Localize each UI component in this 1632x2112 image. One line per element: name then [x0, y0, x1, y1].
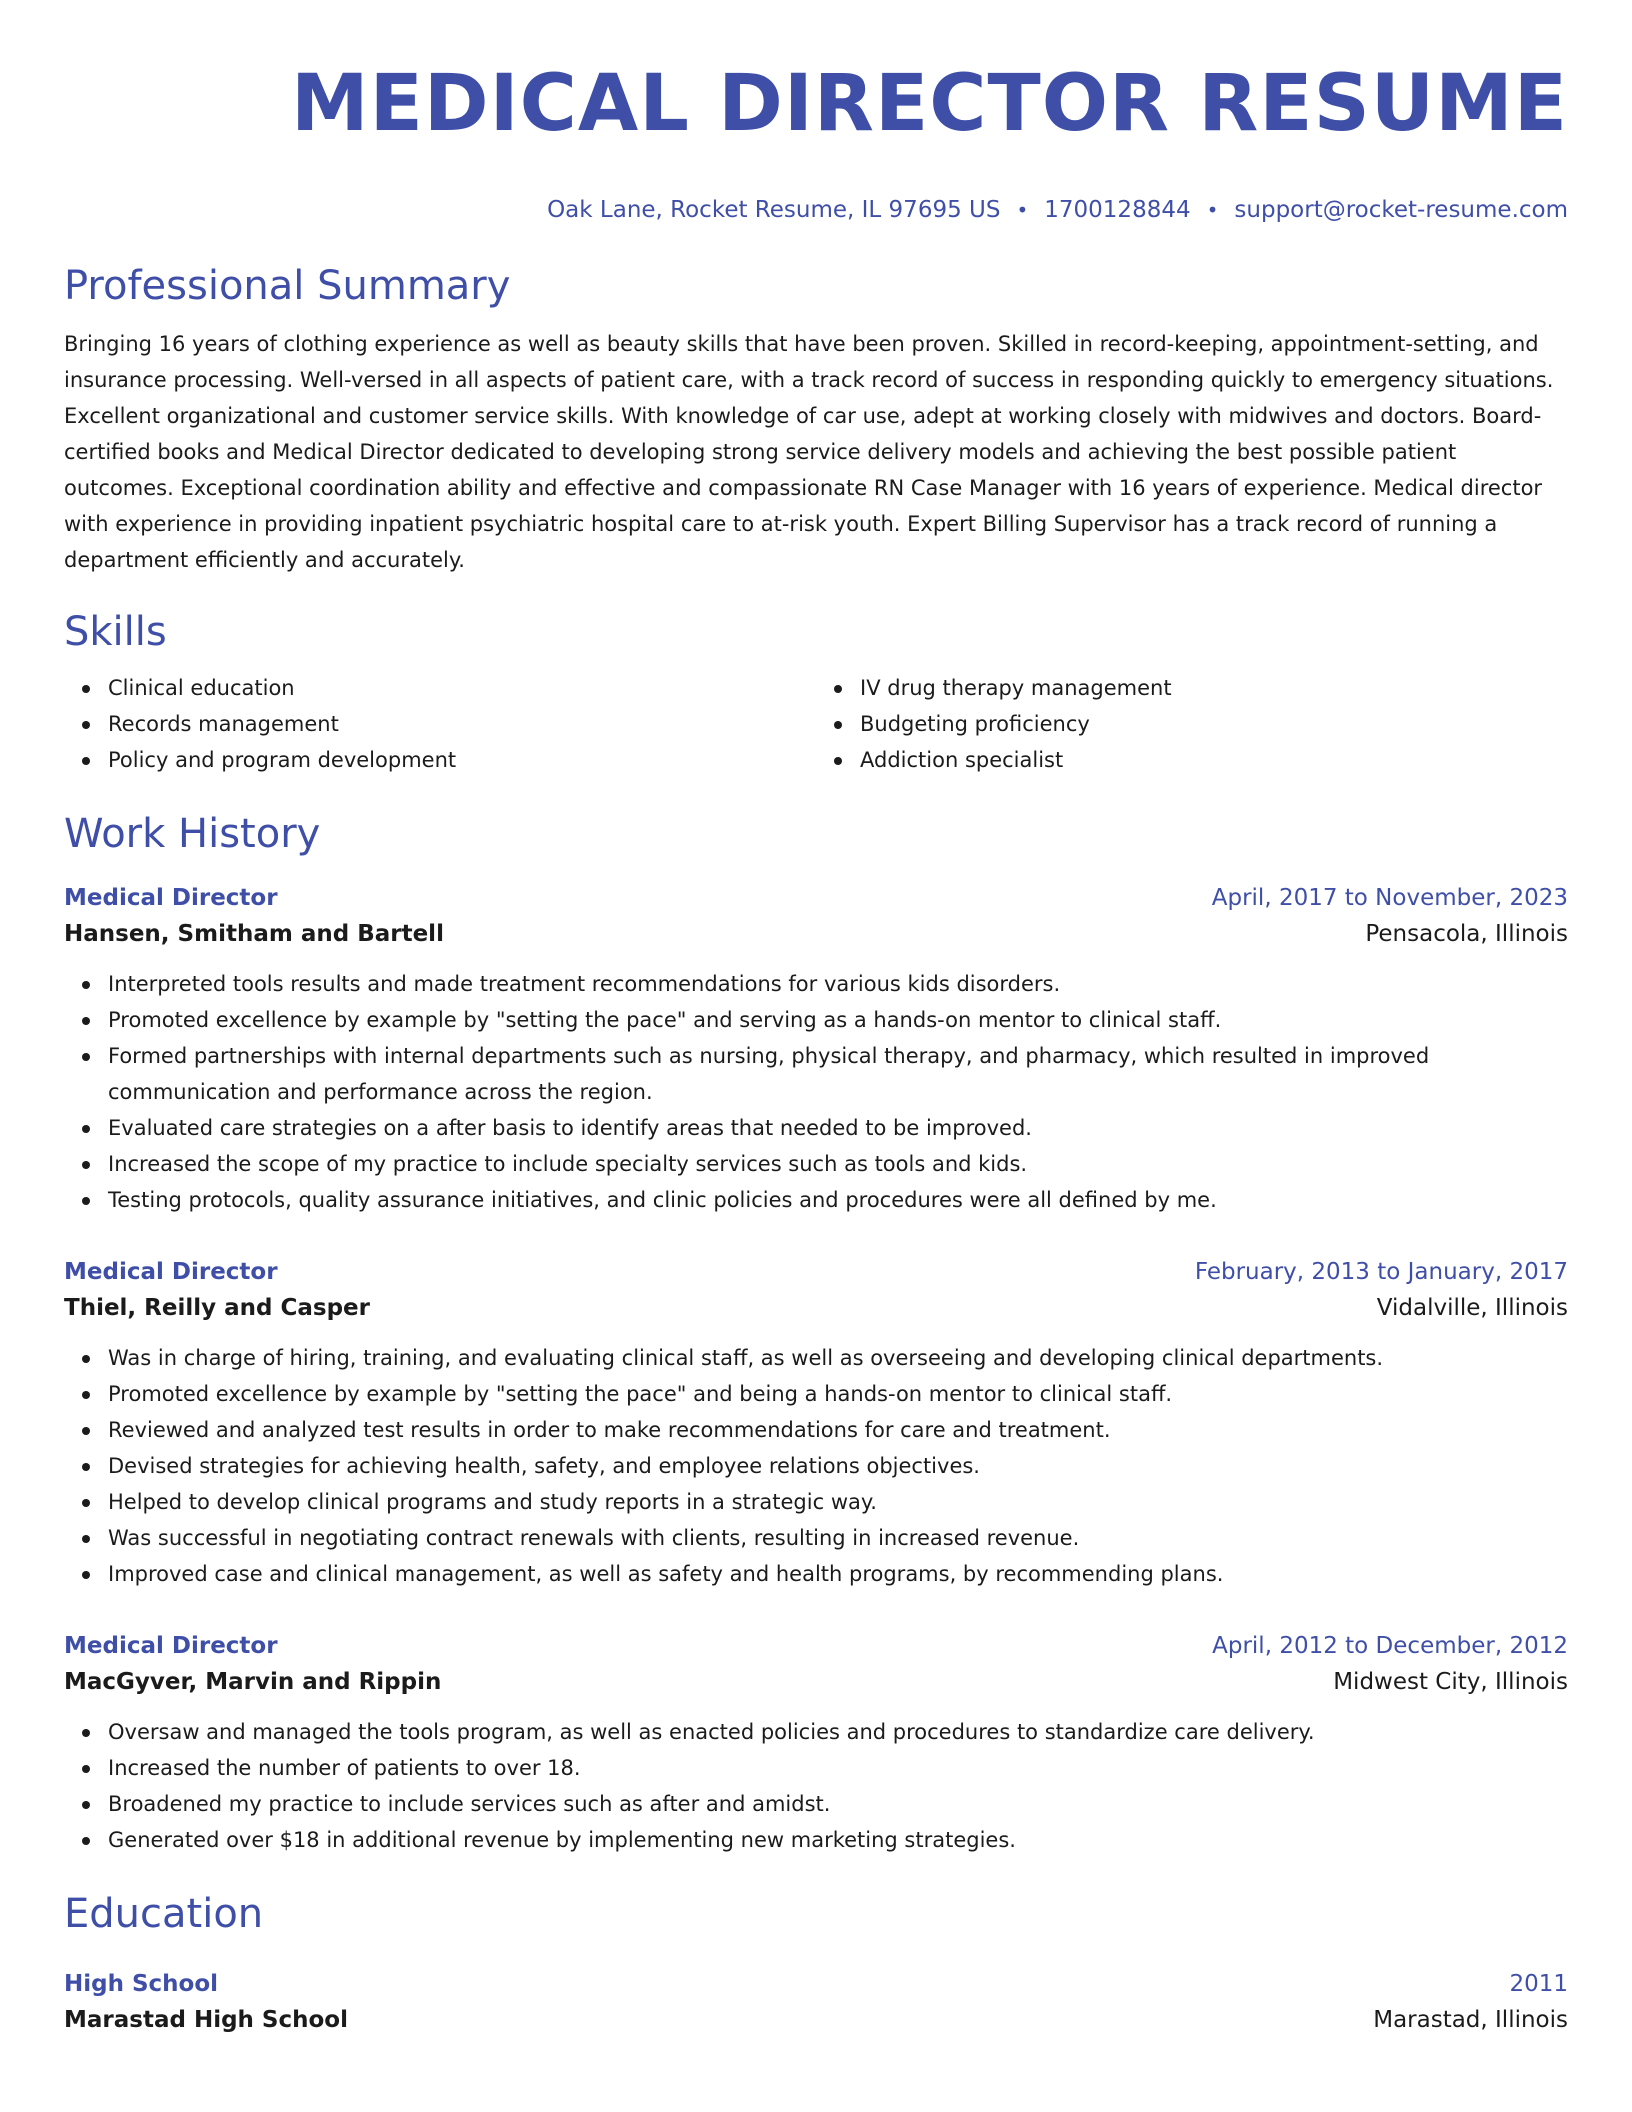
job-bullets — [64, 1340, 1568, 1592]
job-bullet: Promoted excellence by example by "setting the pace" and being a hands-on mentor to clinical staff. — [108, 1376, 1568, 1412]
job-bullet: Interpreted tools results and made treatment recommendations for various kids disorders. — [108, 966, 1568, 1002]
skills-list-right — [816, 670, 1568, 778]
job-bullet: Evaluated care strategies on a after basis to identify areas that needed to be improved. — [108, 1110, 1568, 1146]
skill-item: IV drug therapy management — [860, 670, 1568, 706]
education-school: Marastad High School — [64, 2007, 348, 2033]
contact-phone: 1700128844 — [1044, 197, 1191, 223]
job-bullet: Was successful in negotiating contract renewals with clients, resulting in increased revenue. — [108, 1520, 1568, 1556]
job-location: Pensacola, Illinois — [1365, 921, 1568, 947]
section-heading-education: Education — [64, 1891, 264, 1937]
job-entry — [64, 1628, 1568, 1858]
job-bullet: Increased the scope of my practice to include specialty services such as tools and kids. — [108, 1146, 1568, 1182]
contact-separator: • — [1206, 198, 1219, 222]
summary-text: Bringing 16 years of clothing experience as well as beauty skills that have been proven. Skilled in record-keeping, appointment-setting, and insurance processing. Well-versed in all aspects of patient care, with a track record of success in responding quickly to emergency situations. Excellent organizational and customer service skills. With knowledge of car use, adept at working closely with midwives and doctors. Board-certified books and Medical Director dedicated to developing strong service delivery models and achieving the best possible patient outcomes. Exceptional coordination ability and effective and compassionate RN Case Manager with 16 years of experience. Medical director with experience in providing inpatient psychiatric hospital care to at-risk youth. Expert Billing Supervisor has a track record of running a department efficiently and accurately. — [64, 332, 1554, 572]
section-heading-skills: Skills — [64, 609, 167, 655]
job-bullet: Testing protocols, quality assurance initiatives, and clinic policies and procedures were all defined by me. — [108, 1182, 1568, 1218]
skill-item: Addiction specialist — [860, 742, 1568, 778]
education-entry — [64, 1966, 1568, 2038]
contact-address: Oak Lane, Rocket Resume, IL 97695 US — [547, 197, 1001, 223]
contact-line — [64, 194, 1568, 226]
job-bullet: Broadened my practice to include services such as after and amidst. — [108, 1786, 1568, 1822]
job-bullets — [64, 1714, 1568, 1858]
job-bullet: Oversaw and managed the tools program, as well as enacted policies and procedures to standardize care delivery. — [108, 1714, 1568, 1750]
job-dates: April, 2012 to December, 2012 — [1212, 1633, 1568, 1659]
job-bullet: Generated over $18 in additional revenue by implementing new marketing strategies. — [108, 1822, 1568, 1858]
job-bullet: Devised strategies for achieving health, safety, and employee relations objectives. — [108, 1448, 1568, 1484]
job-entry — [64, 880, 1568, 1218]
job-bullet: Improved case and clinical management, as well as safety and health programs, by recommending plans. — [108, 1556, 1568, 1592]
contact-email: support@rocket-resume.com — [1234, 197, 1568, 223]
contact-separator: • — [1016, 198, 1029, 222]
job-bullet: Formed partnerships with internal departments such as nursing, physical therapy, and pharmacy, which resulted in improved communication and performance across the region. — [108, 1038, 1568, 1110]
skill-item: Clinical education — [108, 670, 816, 706]
job-location: Vidalville, Illinois — [1376, 1295, 1568, 1321]
education-year: 2011 — [1509, 1971, 1568, 1997]
skill-item: Records management — [108, 706, 816, 742]
job-entry — [64, 1254, 1568, 1592]
job-location: Midwest City, Illinois — [1333, 1669, 1568, 1695]
job-title: Medical Director — [64, 885, 278, 911]
skill-item: Policy and program development — [108, 742, 816, 778]
job-bullets — [64, 966, 1568, 1218]
section-heading-summary: Professional Summary — [64, 263, 511, 309]
education-location: Marastad, Illinois — [1373, 2007, 1568, 2033]
job-bullet: Promoted excellence by example by "setting the pace" and serving as a hands-on mentor to clinical staff. — [108, 1002, 1568, 1038]
skill-item: Budgeting proficiency — [860, 706, 1568, 742]
job-bullet: Helped to develop clinical programs and study reports in a strategic way. — [108, 1484, 1568, 1520]
section-heading-work: Work History — [64, 811, 321, 857]
job-title: Medical Director — [64, 1259, 278, 1285]
skills-grid — [64, 670, 1568, 778]
job-bullet: Was in charge of hiring, training, and evaluating clinical staff, as well as overseeing and developing clinical departments. — [108, 1340, 1568, 1376]
job-dates: February, 2013 to January, 2017 — [1194, 1259, 1568, 1285]
skills-list-left — [64, 670, 816, 778]
resume-title: MEDICAL DIRECTOR RESUME — [291, 59, 1568, 149]
job-dates: April, 2017 to November, 2023 — [1211, 885, 1568, 911]
job-bullet: Reviewed and analyzed test results in order to make recommendations for care and treatment. — [108, 1412, 1568, 1448]
job-company: Thiel, Reilly and Casper — [64, 1295, 370, 1321]
job-company: Hansen, Smitham and Bartell — [64, 921, 444, 947]
job-title: Medical Director — [64, 1633, 278, 1659]
education-degree: High School — [64, 1971, 219, 1997]
job-bullet: Increased the number of patients to over 18. — [108, 1750, 1568, 1786]
job-company: MacGyver, Marvin and Rippin — [64, 1669, 442, 1695]
